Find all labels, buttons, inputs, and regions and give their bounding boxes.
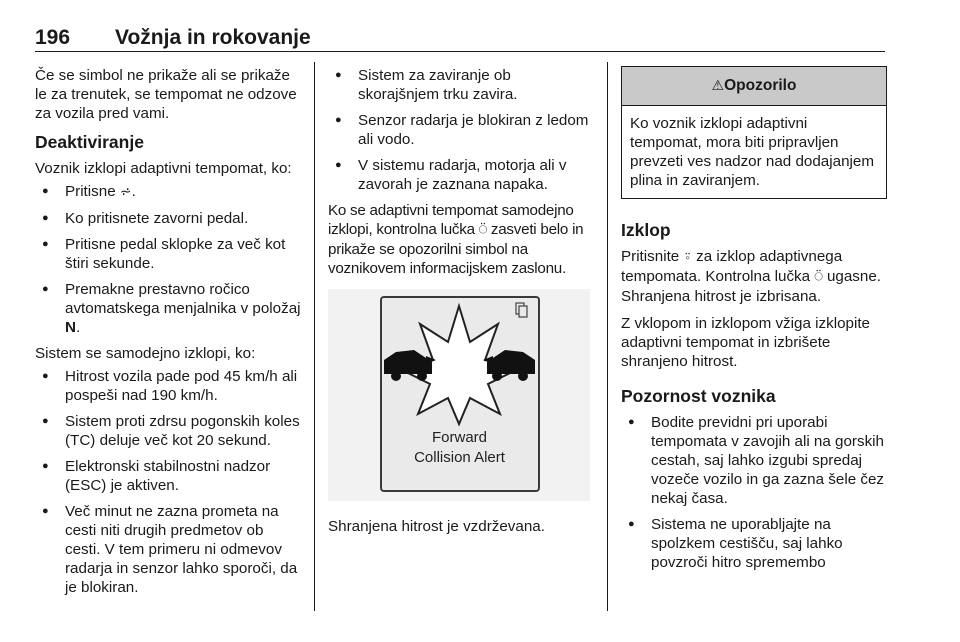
list-item: ● Elektronski stabilnostni nadzor (ESC) je aktiven.	[35, 457, 303, 495]
list-item: ● Premakne prestavno ročico avtomatskega menjalnika v položaj N.	[35, 280, 303, 337]
list-item: ● Senzor radarja je blokiran z ledom ali vodo.	[328, 111, 593, 149]
disable-intro: Voznik izklopi adaptivni tempomat, ko:	[35, 160, 292, 177]
list-item: ● Pritisne pedal sklopke za več kot štiri sekunde.	[35, 235, 303, 273]
page-icon	[516, 303, 527, 317]
section-heading-deactivation: Deaktiviranje	[35, 132, 144, 152]
cruise-control-indicator-icon: ⍥	[814, 269, 823, 285]
list-item: ● Sistem za zaviranje ob skorajšnjem trku zavira.	[328, 66, 593, 104]
saved-speed-paragraph: Shranjena hitrost je vzdrževana.	[328, 518, 545, 535]
intro-paragraph: Če se simbol ne prikaže ali se prikaže le za trenutek, se tempomat ne odzove za vozila pred vami.	[35, 67, 297, 122]
collision-alert-figure	[328, 289, 590, 501]
column-divider-1	[314, 62, 315, 611]
off-paragraph: Pritisnite ⍤ za izklop adaptivnega tempomata. Kontrolna lučka ⍥ ugasne. Shranjena hitrost je izbrisana.	[621, 248, 882, 305]
warning-title: Opozorilo	[724, 77, 797, 94]
list-item: ● V sistemu radarja, motorja ali v zavorah je zaznana napaka.	[328, 156, 593, 194]
auto-disable-list	[35, 367, 303, 597]
gear-position-n: N	[65, 319, 76, 336]
page-header	[35, 26, 885, 52]
warning-box	[621, 66, 887, 199]
list-item: ● Bodite previdni pri uporabi tempomata v zavojih ali na gorskih cestah, saj lahko izgubi spredaj vozeče vozilo in ga zazna šele čez nekaj časa.	[621, 413, 885, 508]
cruise-off-button-icon: ⍤	[683, 249, 692, 265]
warning-header	[622, 67, 886, 106]
driver-disable-list	[35, 182, 303, 337]
list-item: ● Sistema ne uporabljajte na spolzkem cestišču, saj lahko povzroči hitro spremembo	[621, 515, 885, 572]
header-rule	[35, 51, 885, 52]
auto-disable-intro: Sistem se samodejno izklopi, ko:	[35, 345, 256, 362]
auto-disable-list-continued	[328, 66, 593, 194]
section-heading-off: Izklop	[621, 220, 671, 240]
alert-label-line1: Forward	[431, 429, 487, 446]
cruise-control-indicator-icon: ⍥	[478, 222, 487, 238]
page-number: 196	[35, 26, 71, 49]
alert-label-line2: Collision Alert	[414, 449, 505, 466]
auto-disable-paragraph: Ko se adaptivni tempomat samodejno izklopi, kontrolna lučka ⍥ zasveti belo in prikaže se opozorilni simbol na voznikovem informacijskem zaslonu.	[328, 202, 584, 277]
column-1	[35, 66, 303, 604]
column-2	[328, 66, 593, 544]
warning-text: Ko voznik izklopi adaptivni tempomat, mora biti pripravljen prevzeti ves nadzor nad dodajanjem plina in zaviranjem.	[630, 115, 874, 189]
list-item: ● Hitrost vozila pade pod 45 km/h ali pospeši nad 190 km/h.	[35, 367, 303, 405]
list-item: ● Pritisne ⩫.	[35, 182, 303, 202]
list-item: ● Več minut ne zazna prometa na cesti niti drugih predmetov ob cesti. V tem primeru ni odmevov radarja in senzor lahko sporoči, da je blokiran.	[35, 502, 303, 597]
list-item: ● Ko pritisnete zavorni pedal.	[35, 209, 303, 228]
ignition-paragraph: Z vklopom in izklopom vžiga izklopite adaptivni tempomat in izbrišete shranjeno hitrost.	[621, 315, 870, 370]
list-item: ● Sistem proti zdrsu pogonskih koles (TC) deluje več kot 20 sekund.	[35, 412, 303, 450]
column-divider-2	[607, 62, 608, 611]
column-3	[621, 66, 885, 579]
section-heading-driver-attention: Pozornost voznika	[621, 386, 776, 406]
driver-attention-list	[621, 413, 885, 572]
driver-info-display	[380, 296, 540, 492]
chapter-title: Vožnja in rokovanje	[115, 26, 311, 49]
cancel-button-symbol-icon: ⩫	[119, 184, 132, 200]
warning-body	[622, 106, 886, 198]
warning-triangle-icon: ⚠	[711, 78, 725, 94]
